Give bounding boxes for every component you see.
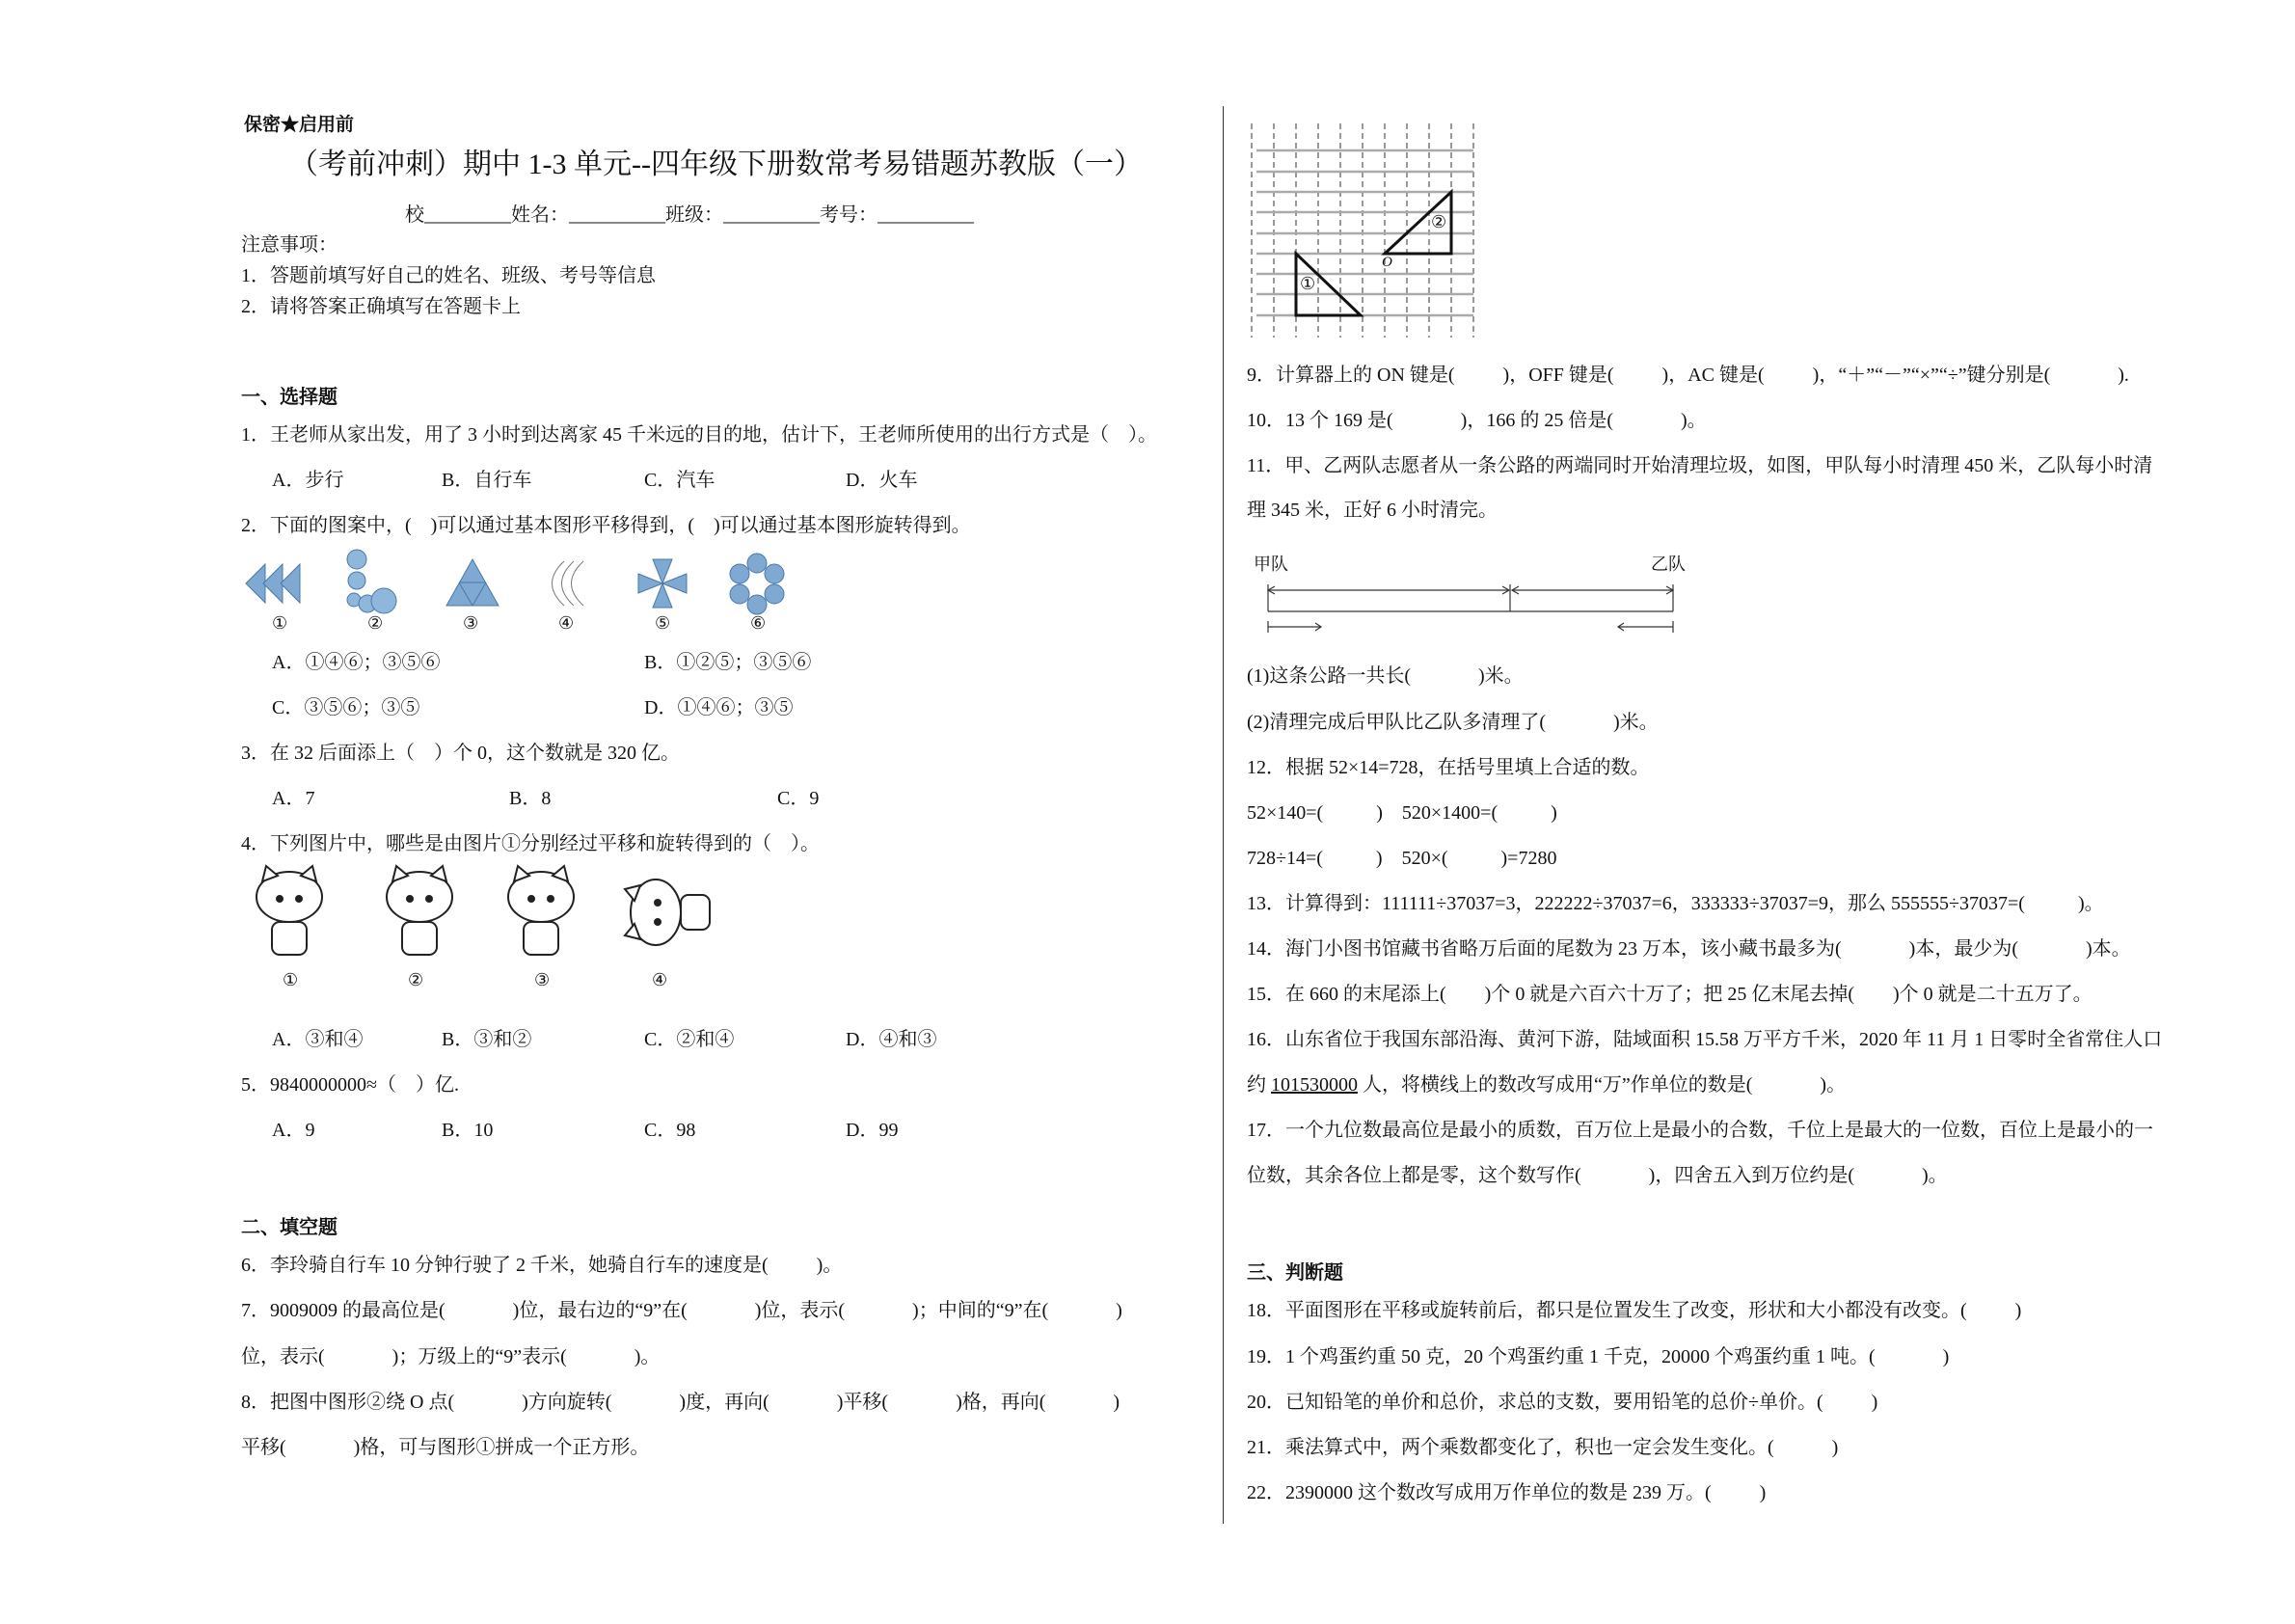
question-8: 8．把图中图形②绕 O 点( )方向旋转( )度，再向( )平移( )格，再向( )	[241, 1392, 1120, 1413]
figure-label: ②	[408, 970, 424, 989]
option-d: D．④和③	[846, 1029, 937, 1050]
question-11-part-1: (1)这条公路一共长( )米。	[1247, 665, 1524, 687]
team-a-label: 甲队	[1254, 555, 1288, 574]
question-16-cont	[1247, 1072, 1846, 1097]
pattern-figures	[246, 550, 786, 622]
question-3: 3．在 32 后面添上（ ）个 0，这个数就是 320 亿。	[241, 743, 680, 764]
pinwheel-figure	[638, 559, 687, 608]
grid-figure	[1247, 123, 1483, 338]
option-a: A．③和④	[272, 1029, 364, 1050]
triangle-2-label: ②	[1431, 212, 1447, 231]
option-a: A．7	[272, 788, 315, 809]
option-a: A．9	[272, 1120, 315, 1141]
figure-label: ⑥	[750, 613, 767, 633]
underlined-number: 101530000	[1271, 1074, 1358, 1096]
figure-label: ③	[534, 970, 551, 989]
question-16: 16．山东省位于我国东部沿海、黄河下游，陆域面积 15.58 万平方千米，2020 年 11 月 1 日零时全省常住人口	[1247, 1029, 2163, 1050]
question-9: 9．计算器上的 ON 键是( )，OFF 键是( )，AC 键是( )，“＋”“－”“×”“÷”键分别是( ).	[1247, 365, 2129, 386]
option-b: B．10	[442, 1120, 494, 1141]
option-b: B．8	[509, 788, 552, 809]
figure-label: ⑤	[655, 613, 671, 633]
triangle-figure	[446, 559, 499, 606]
question-11: 11．甲、乙两队志愿者从一条公路的两端同时开始清理垃圾，如图，甲队每小时清理 450 米，乙队每小时清	[1247, 455, 2153, 476]
note-item: 2．请将答案正确填写在答题卡上	[241, 296, 521, 317]
kitty-figure-1	[256, 866, 322, 955]
column-divider	[1223, 106, 1224, 1524]
figure-label: ①	[283, 970, 299, 989]
question-2: 2．下面的图案中，( )可以通过基本图形平移得到，( )可以通过基本图形旋转得到。	[241, 515, 971, 536]
option-d: D．火车	[846, 470, 918, 491]
question-19: 19．1 个鸡蛋约重 50 克，20 个鸡蛋约重 1 千克，20000 个鸡蛋约重 1 吨。( )	[1247, 1346, 1950, 1367]
option-c: C．9	[777, 788, 820, 809]
question-7: 7．9009009 的最高位是( )位，最右边的“9”在( )位，表示( )；中间的“9”在( )	[241, 1300, 1122, 1321]
option-d: D．①④⑥；③⑤	[644, 697, 794, 718]
note-item: 1．答题前填写好自己的姓名、班级、考号等信息	[241, 265, 656, 286]
option-a: A．步行	[272, 470, 344, 491]
option-c: C．98	[644, 1120, 696, 1141]
kitty-figure-2	[387, 866, 452, 955]
section-heading: 二、填空题	[241, 1217, 338, 1238]
text: 人，将横线上的数改写成用“万”作单位的数是( )。	[1358, 1074, 1847, 1096]
text: 约	[1247, 1074, 1271, 1096]
question-13: 13．计算得到：111111÷37037=3，222222÷37037=6，333333÷37037=9，那么 555555÷37037=( )。	[1247, 893, 2104, 914]
page-title: （考前冲刺）期中 1-3 单元--四年级下册数常考易错题苏教版（一）	[289, 149, 1143, 180]
circles-figure	[347, 550, 396, 613]
question-12: 12．根据 52×14=728，在括号里填上合适的数。	[1247, 757, 1650, 778]
question-14: 14．海门小图书馆藏书省略万后面的尾数为 23 万本，该小藏书最多为( )本，最少为( )本。	[1247, 938, 2131, 960]
question-21: 21．乘法算式中，两个乘数都变化了，积也一定会发生变化。( )	[1247, 1437, 1839, 1458]
question-18: 18．平面图形在平移或旋转前后，都只是位置发生了改变，形状和大小都没有改变。( )	[1247, 1300, 2022, 1321]
confidential-label: 保密★启用前	[244, 115, 355, 135]
team-b-label: 乙队	[1651, 555, 1686, 574]
triangle-1-label: ①	[1300, 274, 1316, 293]
hexagon-ring-figure	[730, 554, 784, 614]
question-7-cont: 位，表示( )；万级上的“9”表示( )。	[241, 1346, 661, 1367]
question-11-cont: 理 345 米，正好 6 小时清完。	[1247, 500, 1498, 521]
figure-label: ①	[272, 613, 288, 633]
option-c: C．③⑤⑥；③⑤	[272, 697, 420, 718]
option-b: B．③和②	[442, 1029, 532, 1050]
kitty-figure-3	[508, 866, 574, 955]
figure-label: ④	[652, 970, 668, 989]
question-8-cont: 平移( )格，可与图形①拼成一个正方形。	[241, 1437, 650, 1458]
triangle-arrows-figure	[246, 564, 300, 603]
option-c: C．汽车	[644, 470, 716, 491]
kitty-figure-4	[625, 880, 710, 945]
option-b: B．①②⑤；③⑤⑥	[644, 652, 812, 673]
question-22: 22．2390000 这个数改写成用万作单位的数是 239 万。( )	[1247, 1482, 1767, 1503]
question-1: 1．王老师从家出发，用了 3 小时到达离家 45 千米远的目的地，估计下，王老师所使用的出行方式是（ ）。	[241, 424, 1157, 446]
section-heading: 三、判断题	[1247, 1262, 1343, 1284]
question-10: 10．13 个 169 是( )，166 的 25 倍是( )。	[1247, 410, 1707, 431]
question-20: 20．已知铅笔的单价和总价，求总的支数，要用铅笔的总价÷单价。( )	[1247, 1392, 1878, 1413]
kitty-figures	[249, 866, 731, 967]
question-17: 17．一个九位数最高位是最小的质数，百万位上是最小的合数，千位上是最大的一位数，百位上是最小的一	[1247, 1120, 2153, 1141]
arcs-figure	[553, 561, 584, 606]
section-heading: 一、选择题	[241, 387, 338, 408]
student-info-line: 校_________姓名：__________班级：__________考号：__________	[405, 204, 974, 226]
option-d: D．99	[846, 1120, 899, 1141]
figure-label: ④	[558, 613, 575, 633]
figure-label: ③	[463, 613, 479, 633]
question-5: 5．9840000000≈（ ）亿.	[241, 1074, 459, 1096]
option-c: C．②和④	[644, 1029, 735, 1050]
question-17-cont: 位数，其余各位上都是零，这个数写作( )，四舍五入到万位约是( )。	[1247, 1165, 1948, 1186]
option-b: B．自行车	[442, 470, 532, 491]
question-11-part-2: (2)清理完成后甲队比乙队多清理了( )米。	[1247, 712, 1659, 733]
question-15: 15．在 660 的末尾添上( )个 0 就是六百六十万了；把 25 亿末尾去掉( )个 0 就是二十五万了。	[1247, 984, 2092, 1005]
option-a: A．①④⑥；③⑤⑥	[272, 652, 441, 673]
notes-title: 注意事项：	[241, 234, 338, 256]
question-12-row: 52×140=( ) 520×1400=( )	[1247, 802, 1557, 824]
question-12-row: 728÷14=( ) 520×( )=7280	[1247, 848, 1557, 869]
point-o-label: O	[1382, 255, 1392, 270]
question-6: 6．李玲骑自行车 10 分钟行驶了 2 千米，她骑自行车的速度是( )。	[241, 1255, 843, 1276]
question-4: 4．下列图片中，哪些是由图片①分别经过平移和旋转得到的（ ）。	[241, 833, 820, 854]
road-diagram	[1263, 579, 1688, 636]
figure-label: ②	[367, 613, 384, 633]
